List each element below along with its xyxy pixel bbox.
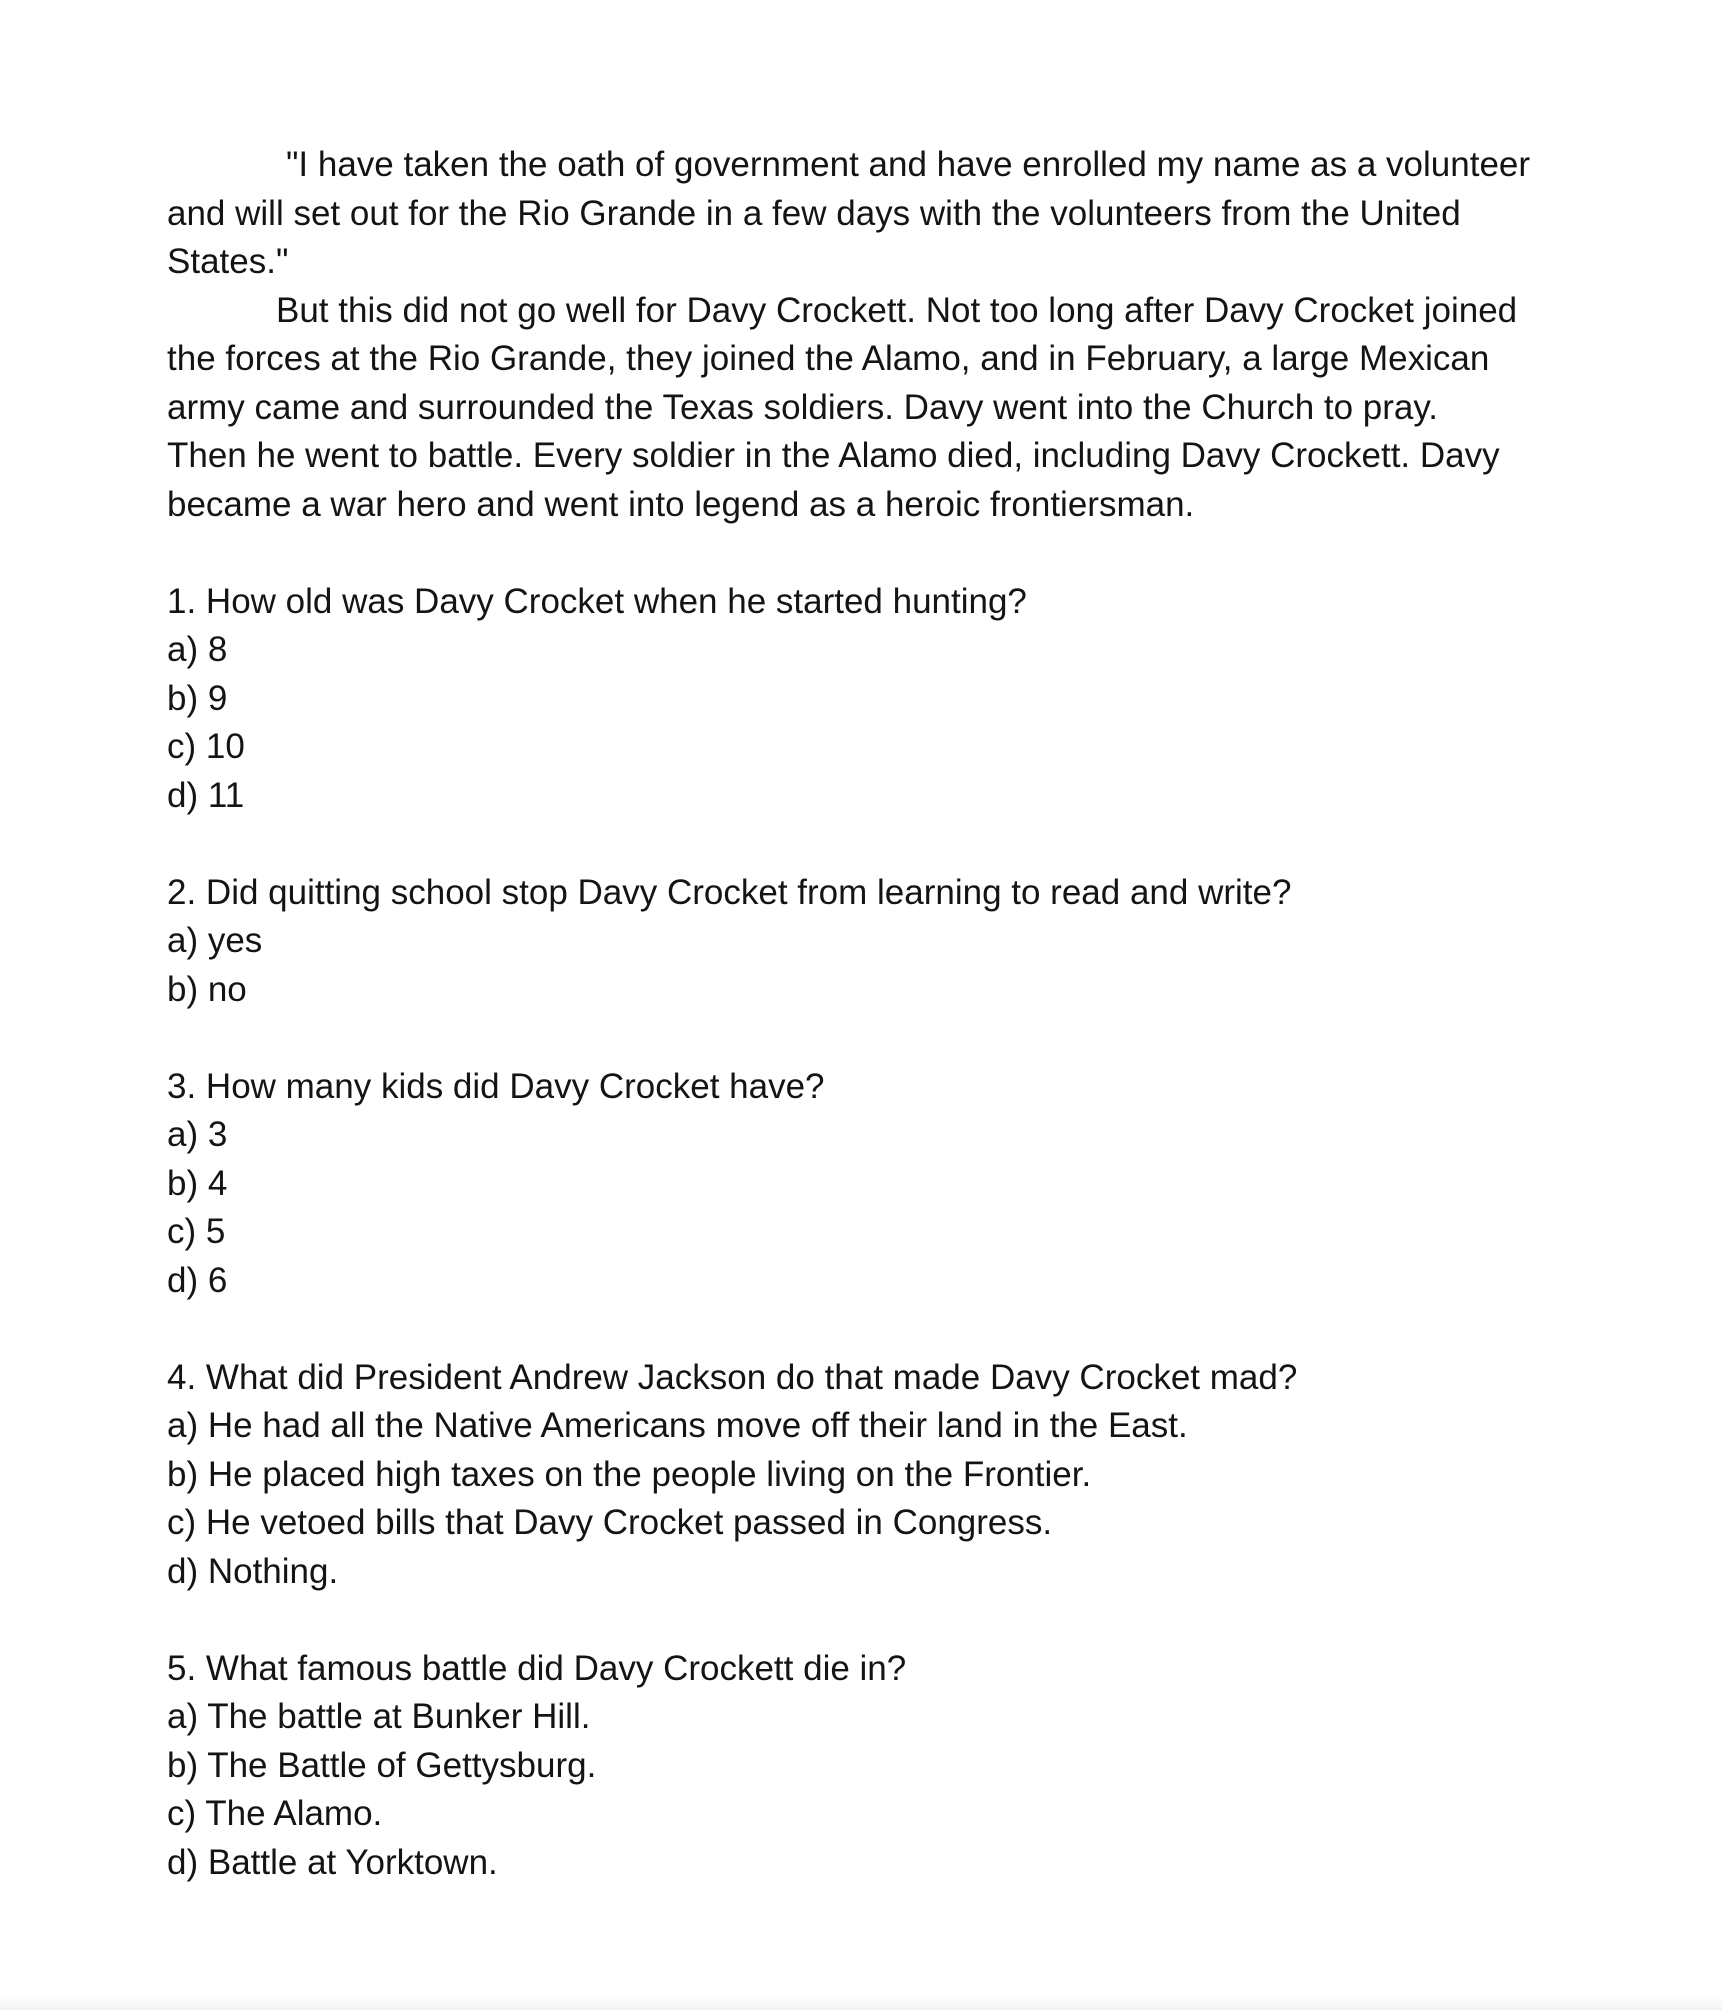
question-text: 2. Did quitting school stop Davy Crocket from learning to read and write? (167, 872, 1292, 912)
question-text: 3. How many kids did Davy Crocket have? (167, 1066, 825, 1106)
answer-option: b) 9 (167, 678, 228, 718)
question-text: 1. How old was Davy Crocket when he started hunting? (167, 581, 1027, 621)
question-text: 4. What did President Andrew Jackson do that made Davy Crocket mad? (167, 1357, 1298, 1397)
page-content (167, 141, 1597, 1887)
page-bottom-edge (0, 1996, 1722, 2010)
question-3 (167, 1063, 1597, 1306)
story-line: But this did not go well for Davy Crockett. Not too long after Davy Crocket joined (276, 290, 1518, 330)
answer-option: a) He had all the Native Americans move off their land in the East. (167, 1406, 1188, 1445)
story-line: became a war hero and went into legend as a heroic frontiersman. (167, 484, 1195, 524)
quote-paragraph (167, 141, 1597, 287)
answer-option: d) 6 (167, 1260, 228, 1300)
story-line: army came and surrounded the Texas soldiers. Davy went into the Church to pray. (167, 387, 1439, 427)
answer-option: d) 11 (167, 775, 245, 815)
question-2 (167, 869, 1597, 1015)
question-text: 5. What famous battle did Davy Crockett die in? (167, 1648, 907, 1688)
quote-line: "I have taken the oath of government and have enrolled my name as a volunteer (286, 145, 1531, 184)
answer-option: b) He placed high taxes on the people living on the Frontier. (167, 1454, 1092, 1494)
question-5 (167, 1645, 1597, 1888)
answer-option: c) 5 (167, 1212, 226, 1251)
answer-option: c) The Alamo. (167, 1794, 383, 1833)
story-line: Then he went to battle. Every soldier in the Alamo died, including Davy Crockett. Davy (167, 436, 1500, 475)
quote-line: States." (167, 242, 289, 281)
answer-option: c) He vetoed bills that Davy Crocket passed in Congress. (167, 1503, 1053, 1542)
question-4 (167, 1354, 1597, 1597)
answer-option: b) The Battle of Gettysburg. (167, 1745, 597, 1785)
quote-line: and will set out for the Rio Grande in a few days with the volunteers from the United (167, 193, 1461, 233)
answer-option: d) Nothing. (167, 1551, 339, 1591)
answer-option: b) 4 (167, 1163, 228, 1203)
story-line: the forces at the Rio Grande, they joined the Alamo, and in February, a large Mexican (167, 339, 1490, 378)
answer-option: a) 3 (167, 1115, 228, 1154)
answer-option: b) no (167, 969, 247, 1009)
story-paragraph (167, 287, 1597, 530)
answer-option: a) yes (167, 921, 263, 960)
answer-option: d) Battle at Yorktown. (167, 1842, 498, 1882)
answer-option: a) 8 (167, 630, 228, 669)
answer-option: a) The battle at Bunker Hill. (167, 1697, 591, 1736)
answer-option: c) 10 (167, 727, 245, 766)
question-1 (167, 578, 1597, 821)
